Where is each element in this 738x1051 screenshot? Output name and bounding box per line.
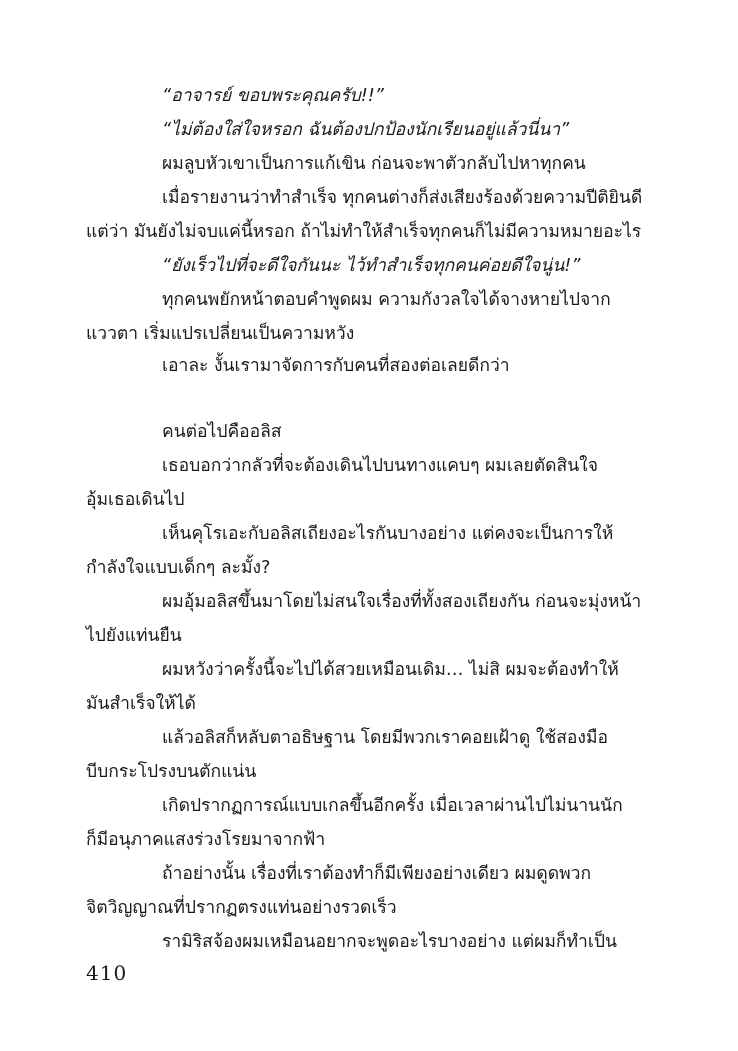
paragraph-line: เกิดปรากฏการณ์แบบเกลขึ้นอีกครั้ง เมื่อเวลาผ่านไปไม่นานนัก — [162, 796, 623, 816]
paragraph-line: ไปยังแท่นยืน — [86, 626, 182, 646]
paragraph-line: แล้วอลิสก็หลับตาอธิษฐาน โดยมีพวกเราคอยเฝ้าดู ใช้สองมือ — [162, 728, 609, 748]
paragraph-line: รามิริสจ้องผมเหมือนอยากจะพูดอะไรบางอย่าง แต่ผมก็ทำเป็น — [162, 932, 617, 952]
paragraph-line: แววตา เริ่มแปรเปลี่ยนเป็นความหวัง — [86, 324, 355, 344]
paragraph-line: ผมลูบหัวเขาเป็นการแก้เขิน ก่อนจะพาตัวกลับไปหาทุกคน — [162, 154, 586, 174]
dialogue-line: “ไม่ต้องใส่ใจหรอก ฉันต้องปกป้องนักเรียนอยู่แล้วนี่นา” — [162, 120, 570, 140]
dialogue-line: “ยังเร็วไปที่จะดีใจกันนะ ไว้ทำสำเร็จทุกคนค่อยดีใจนู่น!” — [162, 256, 581, 276]
paragraph-line: ก็มีอนุภาคแสงร่วงโรยมาจากฟ้า — [86, 830, 326, 850]
paragraph-line: เมื่อรายงานว่าทำสำเร็จ ทุกคนต่างก็ส่งเสียงร้องด้วยความปีติยินดี — [162, 188, 643, 208]
paragraph-line: คนต่อไปคืออลิส — [162, 422, 282, 442]
paragraph-line: แต่ว่า มันยังไม่จบแค่นี้หรอก ถ้าไม่ทำให้สำเร็จทุกคนก็ไม่มีความหมายอะไร — [86, 222, 642, 242]
paragraph-line: เธอบอกว่ากลัวที่จะต้องเดินไปบนทางแคบๆ ผมเลยตัดสินใจ — [162, 456, 598, 476]
paragraph-line: จิตวิญญาณที่ปรากฏตรงแท่นอย่างรวดเร็ว — [86, 898, 397, 918]
paragraph-line: กำลังใจแบบเด็กๆ ละมั้ง? — [86, 558, 271, 578]
paragraph-line: เห็นคุโรเอะกับอลิสเถียงอะไรกันบางอย่าง แต่คงจะเป็นการให้ — [162, 524, 614, 544]
paragraph-line: อุ้มเธอเดินไป — [86, 490, 185, 510]
paragraph-line: มันสำเร็จให้ได้ — [86, 694, 196, 714]
paragraph-line: ถ้าอย่างนั้น เรื่องที่เราต้องทำก็มีเพียงอย่างเดียว ผมดูดพวก — [162, 864, 592, 884]
paragraph-line: ผมหวังว่าครั้งนี้จะไปได้สวยเหมือนเดิม… ไม่สิ ผมจะต้องทำให้ — [162, 660, 619, 680]
page-number: 410 — [86, 961, 128, 985]
paragraph-line: ทุกคนพยักหน้าตอบคำพูดผม ความกังวลใจได้จางหายไปจาก — [162, 290, 611, 310]
paragraph-line: เอาละ งั้นเรามาจัดการกับคนที่สองต่อเลยดีกว่า — [162, 356, 510, 376]
paragraph-line: ผมอุ้มอลิสขึ้นมาโดยไม่สนใจเรื่องที่ทั้งสองเถียงกัน ก่อนจะมุ่งหน้า — [162, 592, 642, 612]
dialogue-line: “อาจารย์ ขอบพระคุณครับ!!” — [162, 86, 384, 106]
paragraph-line: บีบกระโปรงบนตักแน่น — [86, 762, 257, 782]
